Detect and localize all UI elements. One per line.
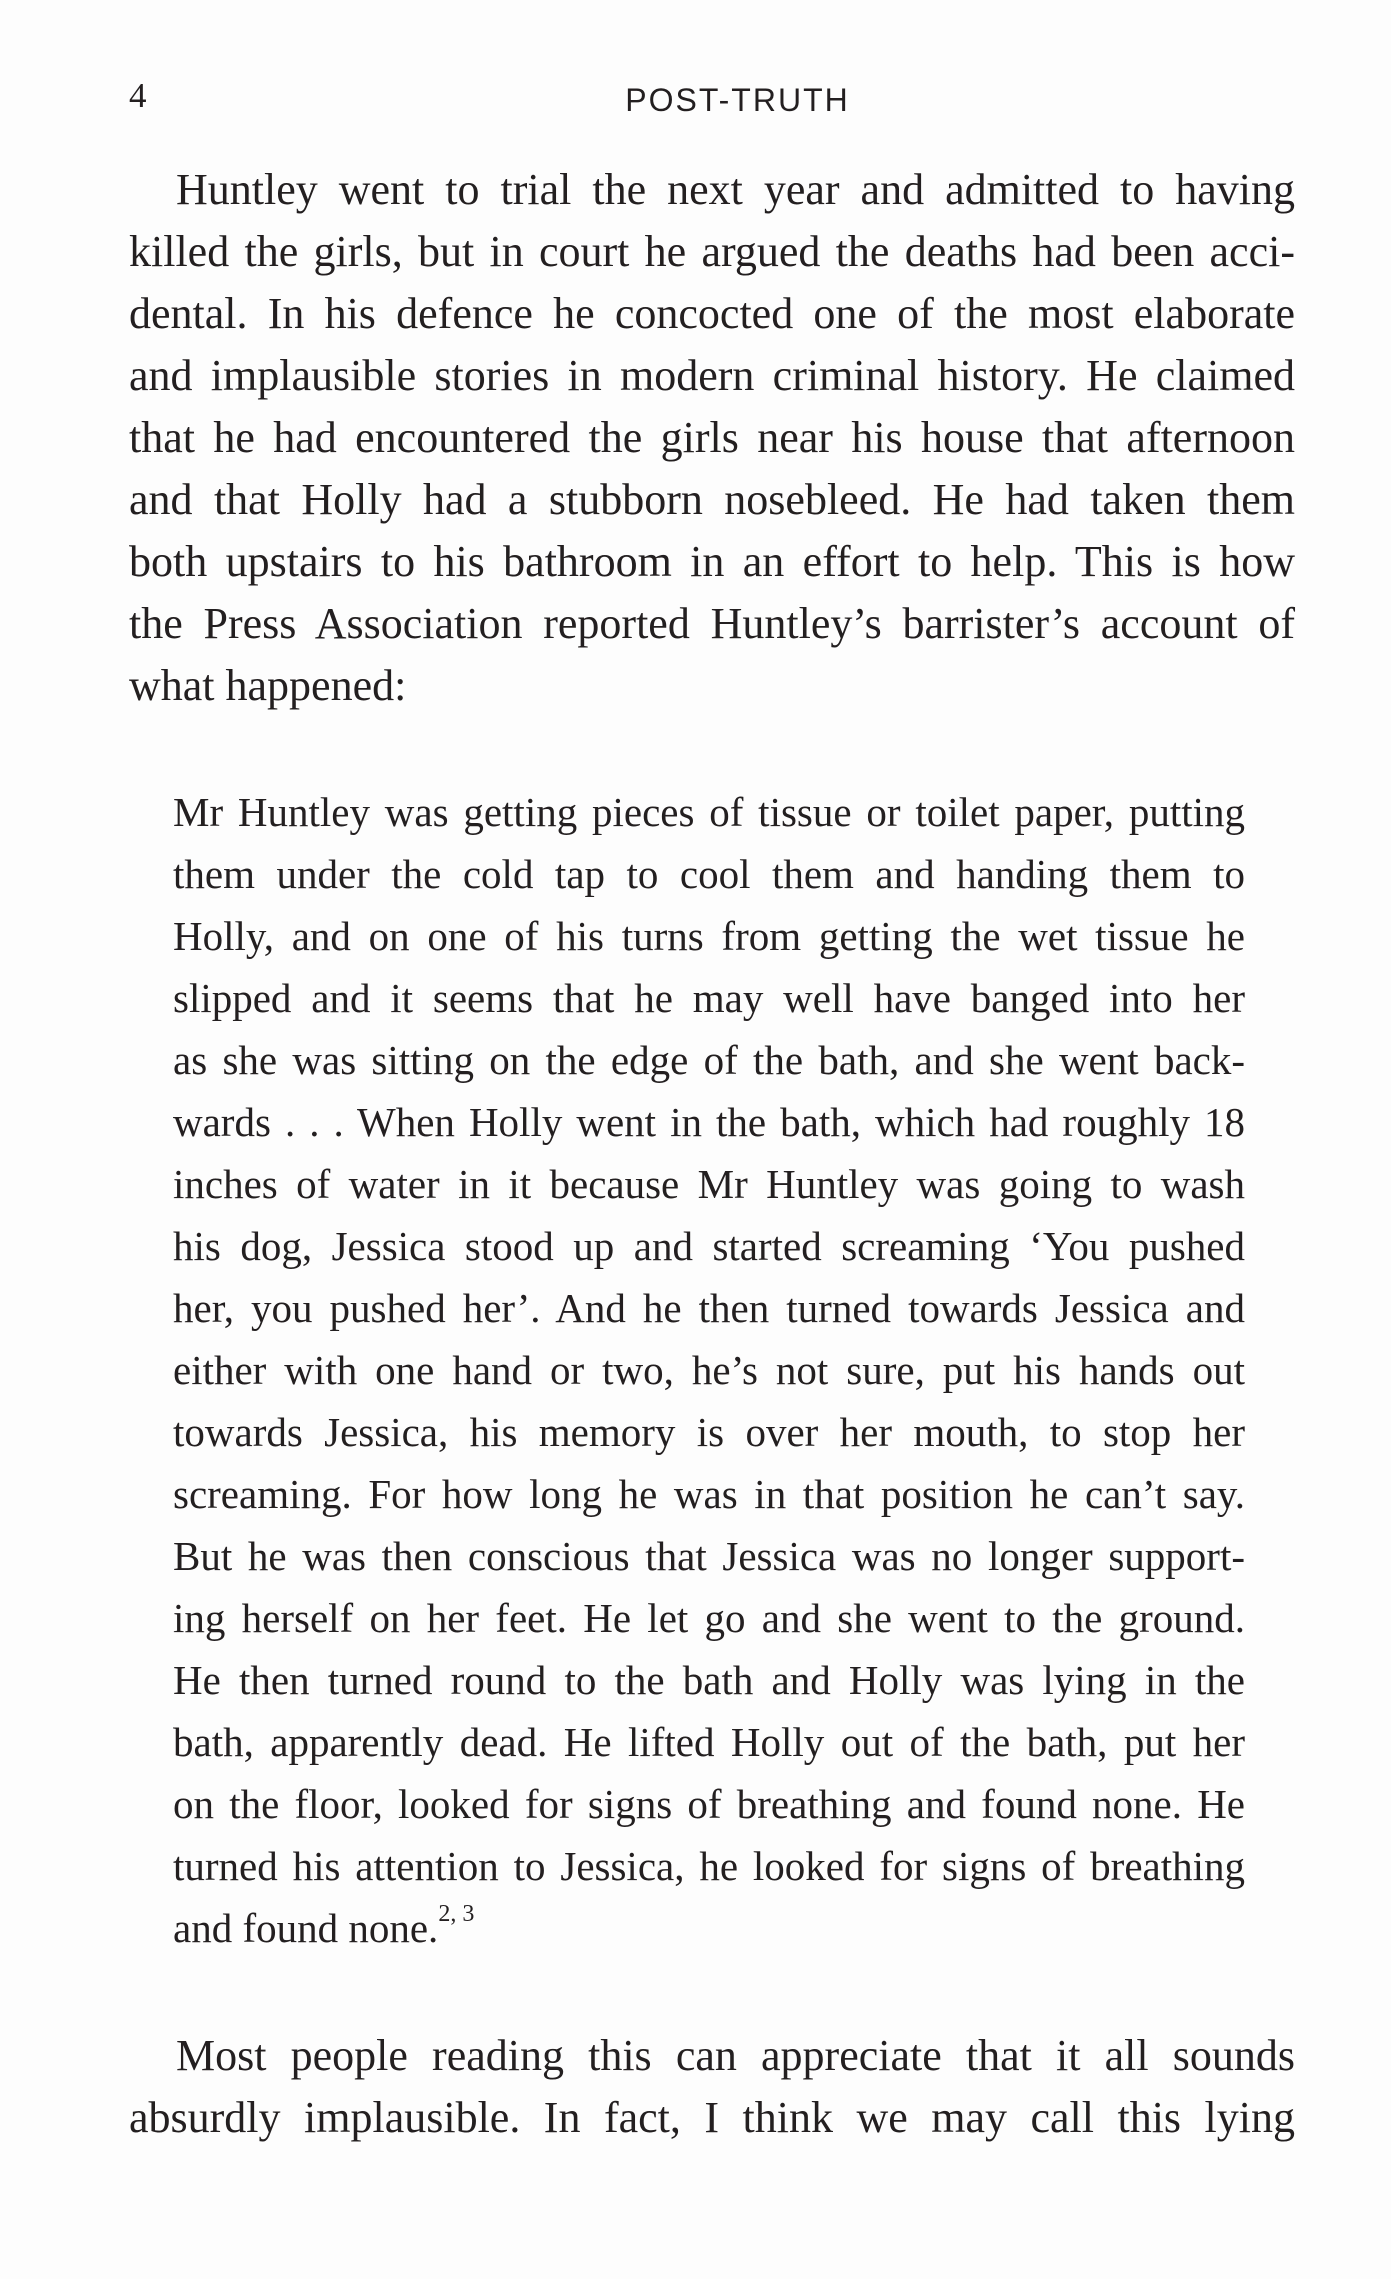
quote-line: slipped and it seems that he may well have banged into her — [173, 975, 1245, 1021]
text-line: Most people reading this can appreciate that it all sounds — [176, 2031, 1295, 2080]
quote-line: But he was then conscious that Jessica was no longer support- — [173, 1533, 1245, 1579]
quote-last-line — [173, 1902, 1245, 1955]
quote-line: Holly, and on one of his turns from getting the wet tissue he — [173, 913, 1245, 959]
quote-line: inches of water in it because Mr Huntley was going to wash — [173, 1161, 1245, 1207]
quote-line: them under the cold tap to cool them and handing them to — [173, 851, 1245, 897]
text-line: Huntley went to trial the next year and admitted to having — [176, 165, 1295, 214]
quote-last-line-text: and found none. — [173, 1905, 439, 1951]
footnote-reference[interactable]: 2, 3 — [438, 1901, 475, 1928]
quote-line: ing herself on her feet. He let go and she went to the ground. — [173, 1595, 1245, 1641]
text-line: dental. In his defence he concocted one of the most elaborate — [129, 289, 1295, 338]
quote-line: towards Jessica, his memory is over her mouth, to stop her — [173, 1409, 1245, 1455]
text-line: what happened: — [129, 661, 407, 710]
quote-line: turned his attention to Jessica, he looked for signs of breathing — [173, 1843, 1245, 1889]
text-line: and implausible stories in modern criminal history. He claimed — [129, 351, 1295, 400]
quote-line: bath, apparently dead. He lifted Holly out of the bath, put her — [173, 1719, 1245, 1765]
quote-line: wards . . . When Holly went in the bath, which had roughly 18 — [173, 1099, 1245, 1145]
text-line: that he had encountered the girls near his house that afternoon — [129, 413, 1295, 462]
quote-line: screaming. For how long he was in that position he can’t say. — [173, 1471, 1245, 1517]
text-line: absurdly implausible. In fact, I think we may call this lying — [129, 2093, 1295, 2142]
text-line: the Press Association reported Huntley’s barrister’s account of — [129, 599, 1295, 648]
quote-line: Mr Huntley was getting pieces of tissue or toilet paper, putting — [173, 789, 1245, 835]
text-line: both upstairs to his bathroom in an effort to help. This is how — [129, 537, 1295, 586]
quote-line: her, you pushed her’. And he then turned towards Jessica and — [173, 1285, 1245, 1331]
quote-line: on the floor, looked for signs of breathing and found none. He — [173, 1781, 1245, 1827]
page-number: 4 — [129, 76, 147, 115]
text-line: and that Holly had a stubborn nosebleed. He had taken them — [129, 475, 1295, 524]
text-line: killed the girls, but in court he argued the deaths had been acci- — [129, 227, 1295, 276]
quote-line: He then turned round to the bath and Holly was lying in the — [173, 1657, 1245, 1703]
quote-line: his dog, Jessica stood up and started screaming ‘You pushed — [173, 1223, 1245, 1269]
quote-line: as she was sitting on the edge of the bath, and she went back- — [173, 1037, 1245, 1083]
quote-line: either with one hand or two, he’s not sure, put his hands out — [173, 1347, 1245, 1393]
running-head: POST-TRUTH — [625, 82, 850, 118]
